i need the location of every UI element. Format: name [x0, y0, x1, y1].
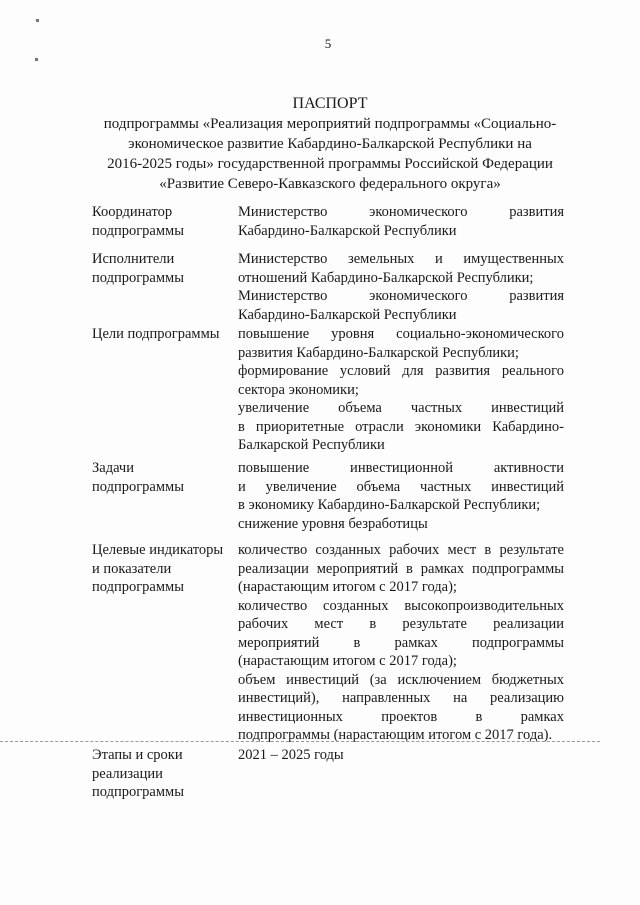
content-line: (нарастающим итогом с 2017 года); — [238, 653, 457, 669]
label-line: подпрограммы — [92, 784, 184, 800]
content-line: повышение инвестиционной активности — [238, 460, 564, 476]
row-label — [92, 250, 232, 287]
content-line: Кабардино-Балкарской Республики — [238, 306, 457, 323]
row-label — [92, 325, 232, 344]
label-line: Этапы и сроки — [92, 747, 183, 763]
row-label — [92, 203, 232, 240]
content-line: формирование условий для развития реального — [238, 363, 564, 379]
scan-dashed-line — [0, 741, 600, 742]
content-line: повышение уровня социально-экономического — [238, 326, 564, 342]
page-number: 5 — [324, 36, 332, 51]
scan-speck — [36, 19, 39, 22]
content-line: Кабардино-Балкарской Республики — [238, 222, 457, 239]
content-line: и увеличение объема частных инвестиций — [238, 478, 564, 495]
content-line: инвестиционных проектов в рамках — [238, 708, 564, 725]
label-line: Задачи — [92, 460, 134, 476]
row-content — [238, 541, 564, 745]
label-line: подпрограммы — [92, 478, 184, 495]
row-label — [92, 541, 232, 597]
label-line: Цели подпрограммы — [92, 326, 220, 342]
content-line: подпрограммы (нарастающим итогом с 2017 года). — [238, 727, 553, 743]
content-line: развития Кабардино-Балкарской Республики; — [238, 344, 519, 361]
content-line: в экономику Кабардино-Балкарской Республики; — [238, 497, 541, 513]
content-line: отношений Кабардино-Балкарской Республики; — [238, 269, 534, 286]
content-line: рабочих мест в результате реализации — [238, 616, 564, 632]
document-title — [80, 94, 580, 194]
content-line: сектора экономики; — [238, 381, 359, 398]
content-line: мероприятий в рамках подпрограммы — [238, 634, 564, 651]
label-line: и показатели — [92, 560, 172, 577]
content-line: инвестиций), направленных на реализацию — [238, 690, 564, 706]
content-line: снижение уровня безработицы — [238, 515, 428, 532]
title-line: подпрограммы «Реализация мероприятий подпрограммы «Социально- — [103, 116, 557, 132]
label-line: реализации — [92, 765, 163, 782]
title-heading: ПАСПОРТ — [292, 95, 368, 112]
content-line: 2021 – 2025 годы — [238, 747, 344, 763]
content-line: Балкарской Республики — [238, 437, 385, 453]
content-line: в приоритетные отрасли экономики Кабардино- — [238, 418, 564, 435]
label-line: Исполнители — [92, 251, 175, 267]
row-label — [92, 746, 232, 802]
content-line: увеличение объема частных инвестиций — [238, 400, 564, 416]
content-line: Министерство экономического развития — [238, 204, 564, 220]
content-line: объем инвестиций (за исключением бюджетных — [238, 671, 564, 688]
content-line: (нарастающим итогом с 2017 года); — [238, 579, 457, 595]
content-line: Министерство земельных и имущественных — [238, 251, 564, 267]
row-content — [238, 203, 564, 240]
label-line: подпрограммы — [92, 269, 184, 286]
row-content — [238, 746, 564, 765]
row-content — [238, 459, 564, 533]
content-line: количество созданных рабочих мест в результате — [238, 542, 564, 558]
label-line: подпрограммы — [92, 579, 184, 595]
row-label — [92, 459, 232, 496]
label-line: Целевые индикаторы — [92, 542, 224, 558]
label-line: подпрограммы — [92, 222, 184, 239]
content-line: количество созданных высокопроизводительных — [238, 597, 564, 614]
content-line: Министерство экономического развития — [238, 288, 564, 304]
title-line: «Развитие Северо-Кавказского федерального округа» — [159, 176, 501, 192]
label-line: Координатор — [92, 204, 173, 220]
content-line: реализации мероприятий в рамках подпрограммы — [238, 560, 564, 577]
scan-speck — [35, 58, 38, 61]
row-content — [238, 325, 564, 455]
title-line: 2016-2025 годы» государственной программы Российской Федерации — [107, 156, 553, 172]
title-line: экономическое развитие Кабардино-Балкарской Республики на — [128, 136, 532, 152]
row-content — [238, 250, 564, 324]
